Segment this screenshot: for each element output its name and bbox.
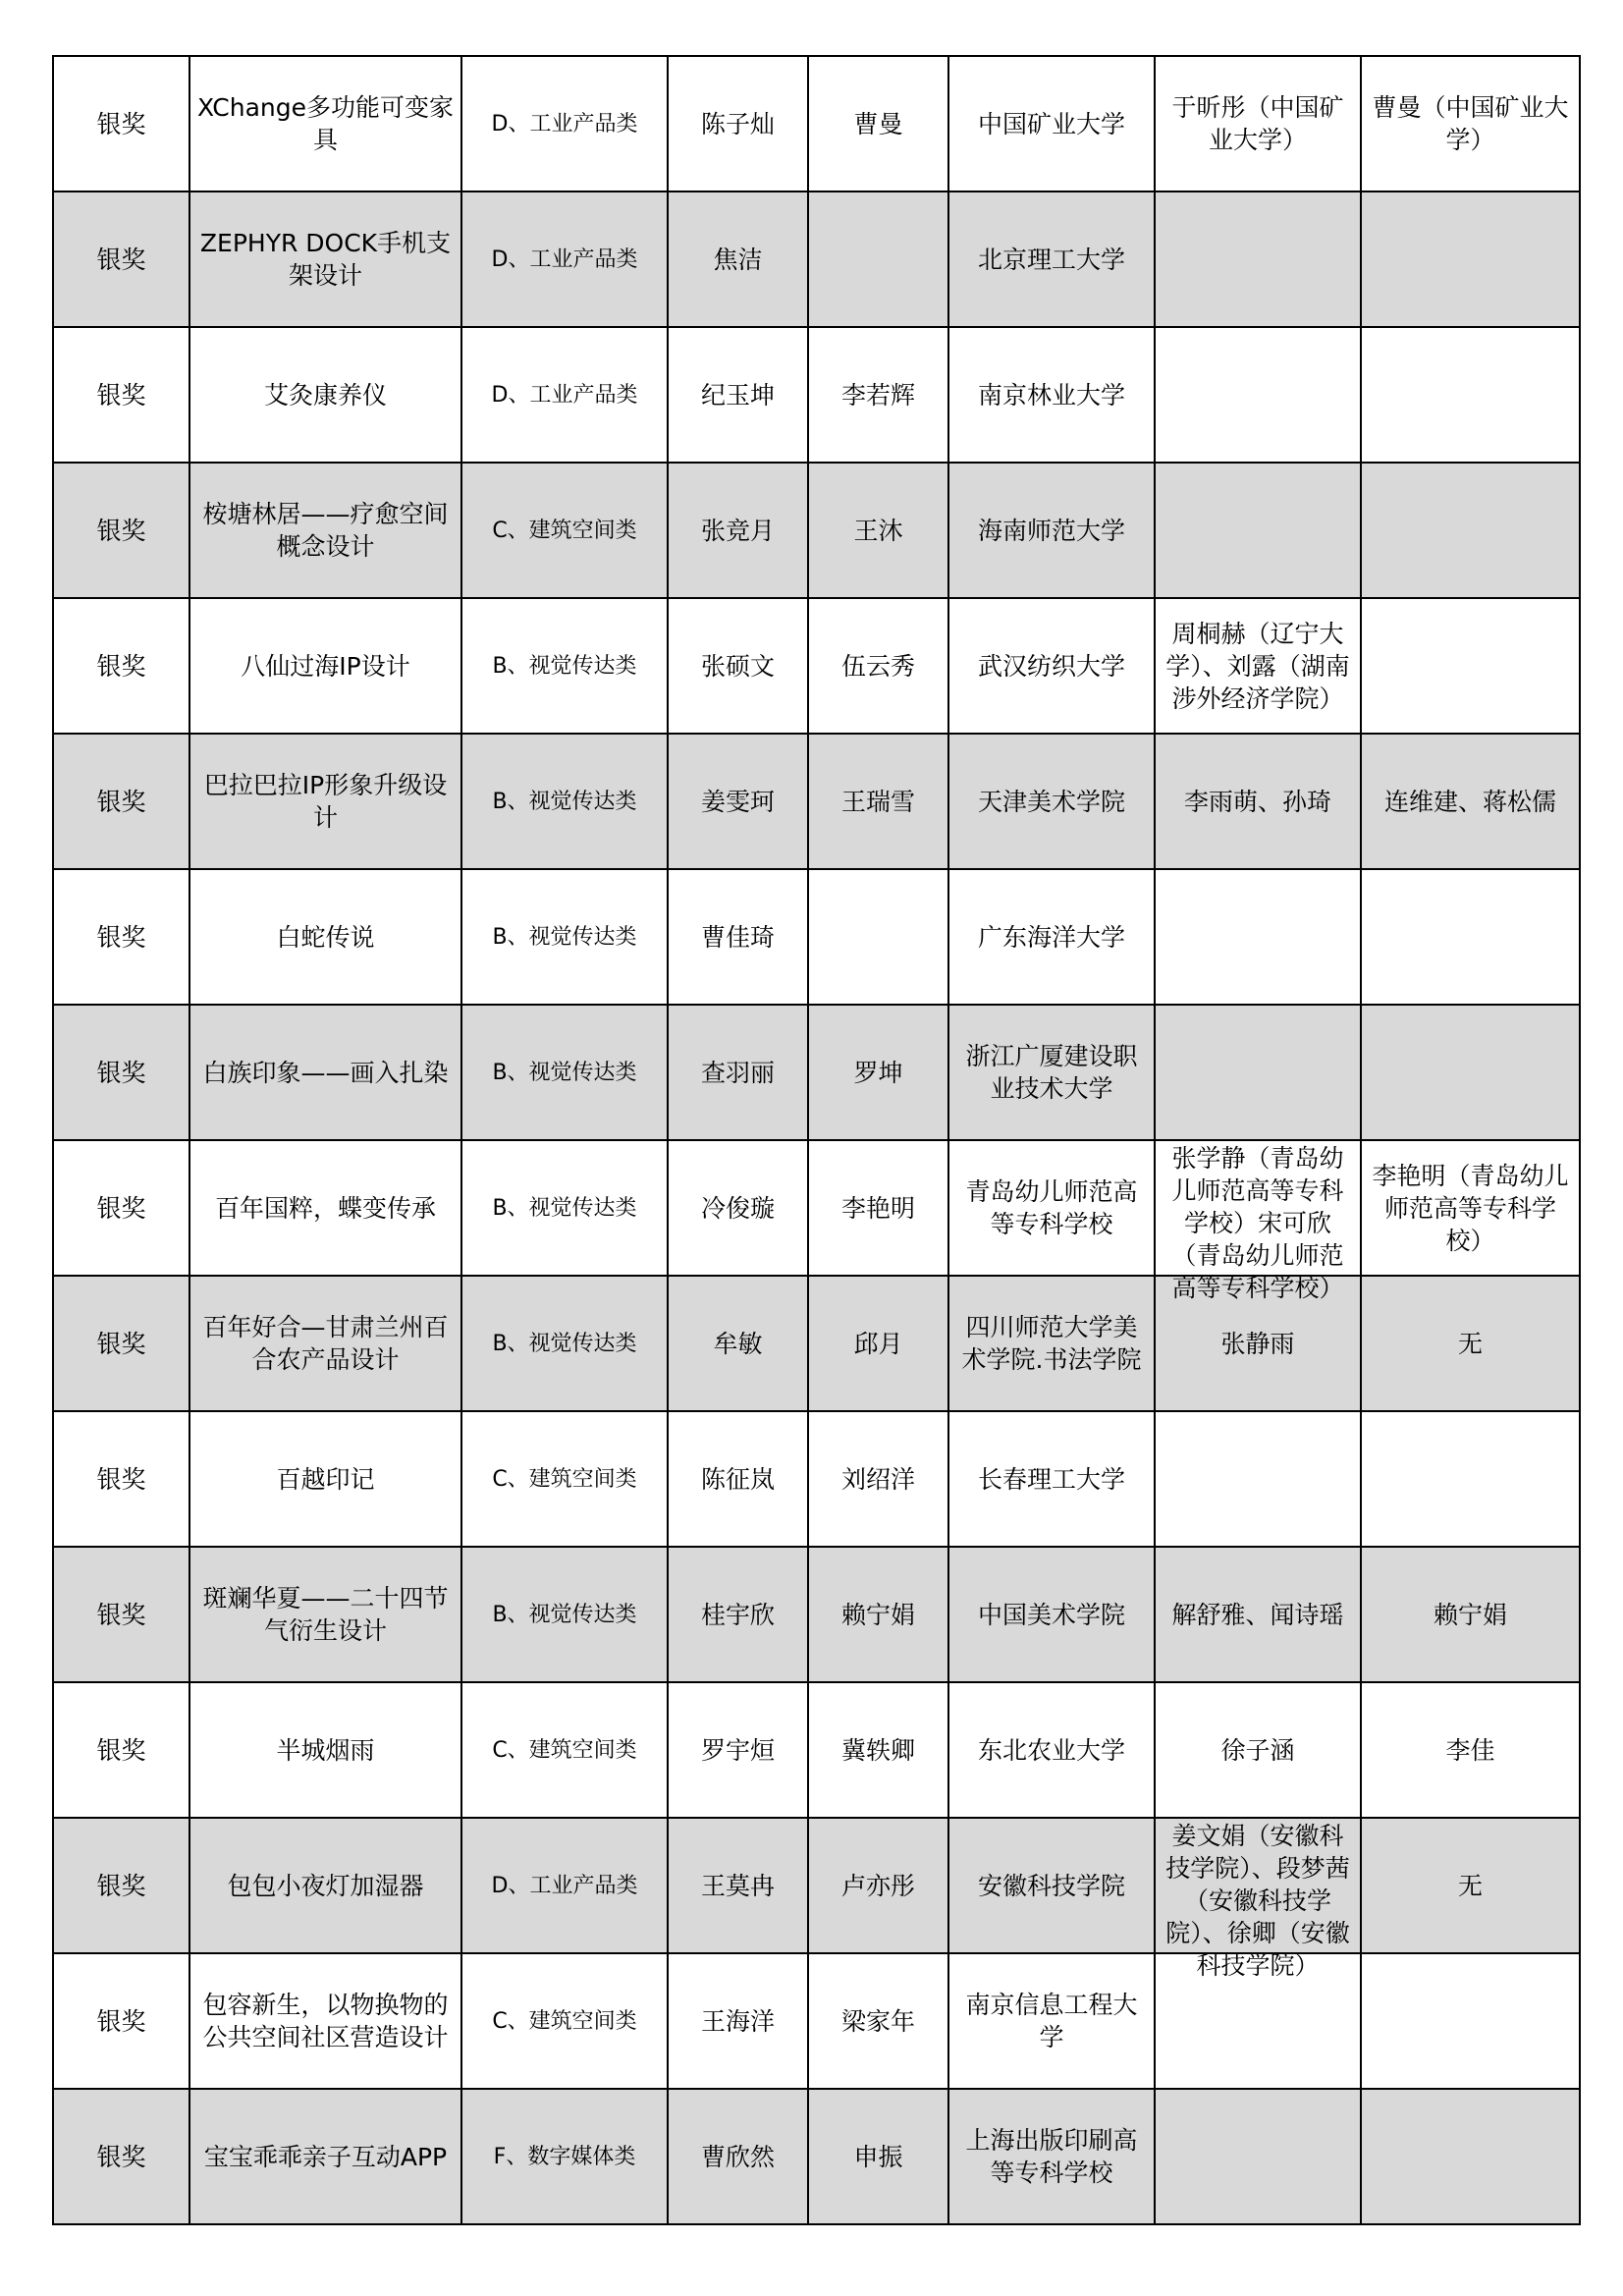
instructor-text: 无 [1457,1329,1483,1358]
member-cell [1155,734,1361,869]
category-cell [461,1547,668,1682]
category-cell [461,598,668,734]
instructor-cell [1361,1276,1580,1411]
table-row [53,1411,1580,1547]
work-title-cell [189,1005,461,1140]
school-cell [948,1953,1155,2089]
author-text: 罗宇烜 [700,1735,775,1765]
school-cell [948,463,1155,598]
category-text: C、建筑空间类 [492,518,637,543]
instructor-cell [1361,463,1580,598]
school-cell [948,734,1155,869]
author-text: 陈子灿 [700,109,775,138]
member-cell [1155,191,1361,327]
award-level-cell [53,463,189,598]
instructor-text: 曹曼（中国矿业大学） [1372,93,1569,154]
table-row [53,327,1580,463]
advisor-text: 邱月 [853,1329,903,1358]
school-text: 东北农业大学 [977,1735,1125,1765]
work-title-cell [189,2089,461,2224]
award-level-text: 银奖 [96,1871,146,1900]
award-level-cell [53,1547,189,1682]
work-title-cell [189,327,461,463]
author-text: 纪玉坤 [700,380,775,410]
instructor-cell [1361,734,1580,869]
author-text: 张竞月 [700,516,775,545]
work-title-cell [189,869,461,1005]
member-text: 周桐赫（辽宁大学）、刘露（湖南涉外经济学院） [1165,619,1350,713]
advisor-text: 梁家年 [840,2006,915,2036]
author-cell [668,869,808,1005]
school-cell [948,327,1155,463]
category-text: B、视觉传达类 [492,1195,637,1221]
work-title-text: 百越印记 [276,1464,375,1494]
advisor-text: 李艳明 [840,1193,915,1223]
author-cell [668,56,808,191]
table-row [53,191,1580,327]
category-cell [461,463,668,598]
award-level-cell [53,191,189,327]
category-text: C、建筑空间类 [492,1466,637,1492]
advisor-cell [808,1953,948,2089]
work-title-cell [189,191,461,327]
instructor-cell [1361,1682,1580,1818]
category-text: D、工业产品类 [491,246,638,272]
category-cell [461,1411,668,1547]
award-level-cell [53,869,189,1005]
table-row [53,56,1580,191]
school-text: 长春理工大学 [977,1464,1125,1494]
member-cell [1155,463,1361,598]
work-title-text: XChange多功能可变家具 [196,93,455,154]
author-cell [668,1682,808,1818]
award-level-cell [53,734,189,869]
category-text: B、视觉传达类 [492,1602,637,1627]
award-level-cell [53,1682,189,1818]
work-title-cell [189,56,461,191]
award-level-text: 银奖 [96,1735,146,1765]
author-cell [668,1276,808,1411]
category-text: B、视觉传达类 [492,924,637,950]
award-level-cell [53,1140,189,1276]
member-cell [1155,327,1361,463]
member-text: 于昕彤（中国矿业大学） [1171,93,1344,154]
author-cell [668,1411,808,1547]
instructor-cell [1361,869,1580,1005]
member-cell [1155,1547,1361,1682]
work-title-text: 宝宝乖乖亲子互动APP [203,2142,448,2171]
advisor-text: 卢亦彤 [840,1871,915,1900]
work-title-cell [189,1682,461,1818]
advisor-cell [808,463,948,598]
member-cell [1155,1682,1361,1818]
award-level-cell [53,1953,189,2089]
category-text: F、数字媒体类 [493,2144,636,2169]
author-text: 曹欣然 [700,2142,775,2171]
member-cell [1155,1818,1361,1980]
author-text: 查羽丽 [700,1058,775,1087]
award-level-text: 银奖 [96,1464,146,1494]
category-text: D、工业产品类 [491,111,638,137]
work-title-cell [189,1547,461,1682]
advisor-cell [808,1005,948,1140]
category-text: C、建筑空间类 [492,1737,637,1763]
school-cell [948,1140,1155,1276]
work-title-text: 包包小夜灯加湿器 [227,1871,424,1900]
instructor-cell [1361,1547,1580,1682]
school-text: 中国美术学院 [977,1600,1125,1629]
author-text: 桂宇欣 [700,1600,775,1629]
award-level-text: 银奖 [96,922,146,952]
work-title-cell [189,1411,461,1547]
award-level-cell [53,56,189,191]
award-level-text: 银奖 [96,109,146,138]
member-cell [1155,2089,1361,2224]
award-level-text: 银奖 [96,787,146,816]
instructor-cell [1361,598,1580,734]
category-text: B、视觉传达类 [492,653,637,679]
category-cell [461,56,668,191]
award-table-body [53,56,1580,2224]
advisor-text: 冀轶卿 [840,1735,915,1765]
instructor-text: 赖宁娟 [1433,1600,1507,1629]
award-level-text: 银奖 [96,2142,146,2171]
table-row [53,1682,1580,1818]
award-level-text: 银奖 [96,1600,146,1629]
table-row [53,734,1580,869]
school-text: 海南师范大学 [977,516,1125,545]
work-title-text: 斑斓华夏——二十四节气衍生设计 [202,1584,449,1645]
author-cell [668,191,808,327]
category-cell [461,1818,668,1953]
instructor-cell [1361,1411,1580,1547]
advisor-cell [808,1140,948,1276]
author-cell [668,1953,808,2089]
school-text: 四川师范大学美术学院.书法学院 [961,1313,1142,1374]
school-text: 广东海洋大学 [977,922,1125,952]
instructor-cell [1361,1140,1580,1276]
member-text: 徐子涵 [1220,1735,1295,1765]
school-cell [948,2089,1155,2224]
category-cell [461,327,668,463]
school-text: 南京林业大学 [977,380,1125,410]
advisor-cell [808,1682,948,1818]
author-cell [668,734,808,869]
category-cell [461,1005,668,1140]
advisor-text: 伍云秀 [840,651,915,681]
instructor-text: 李艳明（青岛幼儿师范高等专科学校） [1372,1161,1569,1255]
category-cell [461,1953,668,2089]
work-title-cell [189,463,461,598]
school-text: 安徽科技学院 [977,1871,1125,1900]
member-cell [1155,1411,1361,1547]
school-cell [948,1682,1155,1818]
member-cell [1155,56,1361,191]
instructor-text: 无 [1457,1871,1483,1900]
category-cell [461,1140,668,1276]
award-level-cell [53,1411,189,1547]
member-text: 张学静（青岛幼儿师范高等专科学校）宋可欣（青岛幼儿师范 [1171,1144,1344,1270]
member-text: 姜文娟（安徽科技学院）、段梦茜（安徽科技学院）、徐卿（安徽科技学院） [1165,1822,1350,1980]
advisor-cell [808,191,948,327]
school-text: 浙江广厦建设职业技术大学 [965,1042,1138,1103]
author-cell [668,598,808,734]
award-level-cell [53,2089,189,2224]
school-text: 上海出版印刷高等专科学校 [965,2126,1138,2187]
school-text: 南京信息工程大学 [965,1991,1138,2051]
category-cell [461,734,668,869]
advisor-text: 李若辉 [840,380,915,410]
advisor-cell [808,1276,948,1411]
author-text: 曹佳琦 [700,922,775,952]
category-text: B、视觉传达类 [492,1060,637,1085]
author-text: 王莫冉 [700,1871,775,1900]
instructor-cell [1361,1818,1580,1953]
advisor-text: 刘绍洋 [840,1464,915,1494]
award-level-text: 银奖 [96,1329,146,1358]
work-title-text: 白蛇传说 [276,922,375,952]
author-cell [668,1818,808,1953]
school-cell [948,1547,1155,1682]
table-row [53,2089,1580,2224]
member-cell [1155,598,1361,734]
category-cell [461,869,668,1005]
advisor-text: 曹曼 [853,109,903,138]
member-text: 解舒雅、闻诗瑶 [1171,1600,1344,1629]
award-table [52,55,1581,2225]
category-text: B、视觉传达类 [492,789,637,814]
category-cell [461,1276,668,1411]
work-title-cell [189,598,461,734]
category-cell [461,191,668,327]
school-text: 青岛幼儿师范高等专科学校 [965,1177,1138,1238]
work-title-cell [189,734,461,869]
author-text: 张硕文 [700,651,775,681]
school-cell [948,191,1155,327]
table-row [53,1005,1580,1140]
category-text: D、工业产品类 [491,1873,638,1898]
table-row [53,1140,1580,1276]
author-cell [668,1140,808,1276]
category-cell [461,2089,668,2224]
school-text: 北京理工大学 [977,245,1125,274]
award-level-text: 银奖 [96,651,146,681]
author-text: 王海洋 [700,2006,775,2036]
instructor-text: 连维建、蒋松儒 [1383,787,1556,816]
work-title-text: 包容新生，以物换物的公共空间社区营造设计 [202,1991,449,2051]
instructor-cell [1361,191,1580,327]
member-text: 张静雨 [1220,1329,1295,1358]
advisor-cell [808,1411,948,1547]
school-cell [948,56,1155,191]
instructor-cell [1361,56,1580,191]
table-row [53,869,1580,1005]
school-text: 武汉纺织大学 [977,651,1125,681]
school-text: 天津美术学院 [977,787,1125,816]
table-row [53,598,1580,734]
instructor-cell [1361,1005,1580,1140]
advisor-text: 王瑞雪 [840,787,915,816]
author-cell [668,1005,808,1140]
author-cell [668,463,808,598]
work-title-cell [189,1140,461,1276]
author-text: 陈征岚 [700,1464,775,1494]
school-cell [948,1411,1155,1547]
instructor-text: 李佳 [1445,1735,1495,1765]
award-level-text: 银奖 [96,2006,146,2036]
work-title-text: 白族印象——画入扎染 [202,1058,449,1087]
award-level-text: 银奖 [96,1058,146,1087]
category-text: C、建筑空间类 [492,2008,637,2034]
table-row [53,1818,1580,1953]
advisor-cell [808,869,948,1005]
work-title-cell [189,1818,461,1953]
instructor-cell [1361,2089,1580,2224]
work-title-text: 百年好合—甘肃兰州百合农产品设计 [202,1313,449,1374]
advisor-cell [808,1547,948,1682]
work-title-text: ZEPHYR DOCK手机支架设计 [199,229,452,290]
school-cell [948,598,1155,734]
advisor-cell [808,327,948,463]
work-title-cell [189,1276,461,1411]
award-level-text: 银奖 [96,516,146,545]
advisor-text: 赖宁娟 [840,1600,915,1629]
author-text: 牟敏 [713,1329,763,1358]
member-cell [1155,1005,1361,1140]
award-level-cell [53,327,189,463]
school-cell [948,1276,1155,1411]
award-level-text: 银奖 [96,1193,146,1223]
author-cell [668,2089,808,2224]
advisor-text: 王沐 [853,516,903,545]
school-cell [948,1818,1155,1953]
author-cell [668,327,808,463]
work-title-text: 桉塘林居——疗愈空间概念设计 [202,500,449,561]
member-text: 李雨萌、孙琦 [1183,787,1331,816]
advisor-cell [808,734,948,869]
category-text: B、视觉传达类 [492,1331,637,1356]
advisor-cell [808,56,948,191]
author-cell [668,1547,808,1682]
school-text: 中国矿业大学 [977,109,1125,138]
award-level-cell [53,1005,189,1140]
instructor-cell [1361,327,1580,463]
advisor-text: 申振 [853,2142,903,2171]
work-title-text: 八仙过海IP设计 [241,651,410,681]
category-cell [461,1682,668,1818]
work-title-cell [189,1953,461,2089]
award-level-cell [53,1818,189,1953]
work-title-text: 半城烟雨 [276,1735,375,1765]
author-text: 焦洁 [713,245,763,274]
table-row [53,463,1580,598]
member-cell [1155,1140,1361,1276]
advisor-cell [808,1818,948,1953]
school-cell [948,869,1155,1005]
member-cell [1155,869,1361,1005]
work-title-text: 巴拉巴拉IP形象升级设计 [203,771,448,832]
advisor-cell [808,2089,948,2224]
award-level-cell [53,598,189,734]
advisor-cell [808,598,948,734]
table-row [53,1547,1580,1682]
school-cell [948,1005,1155,1140]
award-level-cell [53,1276,189,1411]
work-title-text: 艾灸康养仪 [263,380,387,410]
author-text: 姜雯珂 [700,787,775,816]
instructor-cell [1361,1953,1580,2089]
advisor-text: 罗坤 [853,1058,903,1087]
category-text: D、工业产品类 [491,382,638,408]
award-level-text: 银奖 [96,245,146,274]
work-title-text: 百年国粹，蝶变传承 [214,1193,436,1223]
award-level-text: 银奖 [96,380,146,410]
author-text: 冷俊璇 [700,1193,775,1223]
